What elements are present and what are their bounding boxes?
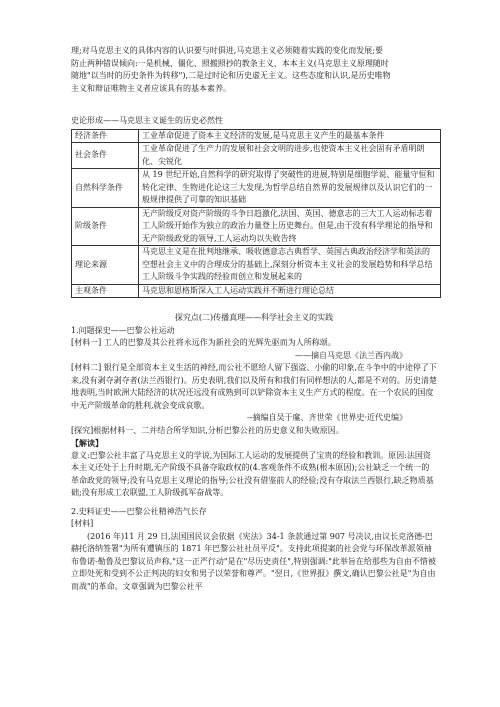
material-two-citation: --摘编自吴于廑、齐世荣《世界史·近代史编》 [247, 413, 407, 422]
row-text: 工业革命促进了资本主义经济的发展,是马克思主义产生的最基本条件 [139, 129, 441, 143]
section-title: 探究点(二)传播真理——科学社会主义的实践 [174, 313, 334, 322]
row-label: 经济条件 [72, 129, 139, 143]
intro-line: 理;对马克思主义的具体内容的认识要与时俱进,马克思主义必须随着实践的变化而发展;要 [71, 46, 383, 55]
material-text: (2016 年)11 月 29 日,法国国民议会依据《宪法》34-1 条款通过第 907 号决议,由议长克洛德-巴赫托洛纳签署"为所有遭镇压的 1871 年巴黎公社社员平反"。支持此项提案的社会党与环保改革派领袖布鲁诺-勒鲁及巴黎议员声称,"这一正严行动"是在"尽历史责任",特别强调:"此举旨在给那些为自由不惜被立即处死和受到不公正判决的妇女和男子以荣誉和尊严。"翌日,《世界报》撰文,确认巴黎公社是"为自由而战"的革命。文章强调为巴黎公社平 [71, 531, 436, 591]
table-caption: 史论形成——马克思主义诞生的历史必然性 [71, 116, 223, 125]
material-one-citation: ——摘自马克思《法兰西内战》 [295, 350, 407, 360]
table-row [72, 143, 441, 169]
material-two: [材料二] 银行是全部资本主义生活的神经,而公社不愿给人留下强盗、小偷的印象,在斗争中的中途停了下来,没有剥夺剥夺者(法兰西银行)。历史表明,我们以及所有和我们有同样想法的人,都是不对的。历史清楚地表明,当时欧洲大陆经济的状况还远没有成熟到可以铲除资本主义生产方式的程度。在一个农民的国度中无产阶级革命的胜利,就会变成哀歌。 [71, 363, 437, 410]
row-text: 从 19 世纪开始,自然科学的研究取得了突破性的进展,特别是细胞学说、能量守恒和转化定律、生物进化论这三大发现,为哲学总结自然界的发展规律以及认识它们的一般规律提供了可靠的知识基础 [139, 169, 441, 208]
row-label: 社会条件 [72, 143, 139, 169]
table-row [72, 169, 441, 208]
document-page [71, 45, 437, 593]
row-label: 阶级条件 [72, 207, 139, 246]
table-row [72, 284, 441, 298]
answer-label: 【解读】 [71, 438, 103, 448]
row-text: 马克思和恩格斯深入工人运动实践并不断进行理论总结 [139, 284, 441, 298]
table-row [72, 207, 441, 246]
table-row [72, 129, 441, 143]
question-heading: 2.史料证史——巴黎公社精神浩气长存 [71, 506, 207, 516]
intro-line: 随地"以当时的历史条件为转移"),二是过时论和历史虚无主义。这些态度和认识,是历史唯物 [71, 71, 391, 80]
material-label: [材料] [71, 519, 94, 528]
row-text: 无产阶级反对资产阶级的斗争日趋激化,法国、英国、德意志的三大工人运动标志着工人阶级开始作为独立的政治力量登上历史舞台。但是,由于没有科学理论的指导和无产阶级政党的领导,工人运动均以失败告终 [139, 207, 441, 246]
row-text: 工业革命促进了生产力的发展和社会文明的进步,也使资本主义社会固有矛盾明朗化、尖锐化 [139, 143, 441, 169]
row-text: 马克思主义是在批判地继承、吸收德意志古典哲学、英国古典政治经济学和英法的空想社会主义中的合理成分的基础上,深刻分析资本主义社会的发展趋势和科学总结工人阶级斗争实践的经验而创立和发展起来的 [139, 246, 441, 285]
row-label: 理论来源 [72, 246, 139, 285]
intro-paragraph [71, 45, 437, 95]
intro-line: 防止两种错误倾向:一是机械、僵化、照搬照抄的教条主义、本本主义(马克思主义原理随时 [71, 58, 389, 68]
material-one: [材料一] 工人的巴黎及其公社将永远作为新社会的光辉先驱而为人所称颂。 [71, 338, 336, 347]
row-label: 自然科学条件 [72, 169, 139, 208]
inquiry-prompt: [探究]根据材料一、二并结合所学知识,分析巴黎公社的历史意义和失败原因。 [71, 425, 344, 435]
row-label: 主观条件 [72, 284, 139, 298]
history-table [71, 129, 441, 299]
intro-line: 主义和辩证唯物主义者应该具有的基本素养。 [71, 83, 231, 93]
answer-text: 意义:巴黎公社丰富了马克思主义的学说,为国际工人运动的发展提供了宝贵的经验和教训。原因:法国资本主义还处于上升时期,无产阶级不具备夺取政权的(4.客观条件不成熟(根本原因);公社缺乏一个统一的革命政党的领导;没有马克思主义理论的指导;公社没有借鉴前人的经验;没有夺取法兰西银行,缺乏物质基础;没有形成工农联盟,工人阶级孤军奋战等。 [71, 450, 434, 497]
table-row [72, 246, 441, 285]
question-heading: 1.问题探史——巴黎公社运动 [71, 325, 175, 335]
